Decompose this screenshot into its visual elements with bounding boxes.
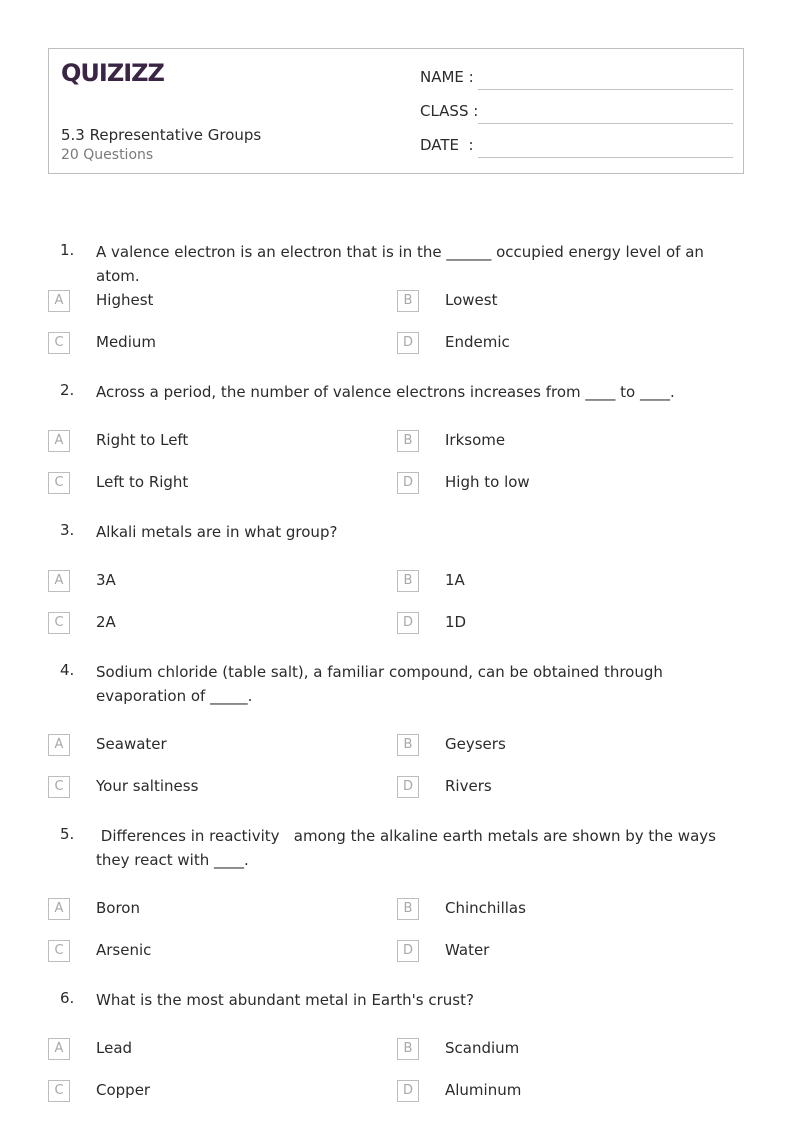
option-letter-box: A xyxy=(48,898,70,920)
date-field[interactable] xyxy=(478,157,733,158)
option-letter-box: B xyxy=(397,1038,419,1060)
option-letter-box: A xyxy=(48,570,70,592)
option-letter-box: A xyxy=(48,734,70,756)
option-text: Rivers xyxy=(445,777,492,795)
option-text: Right to Left xyxy=(96,431,189,449)
question-text: Differences in reactivity among the alkaline earth metals are shown by the ways they react with ____. xyxy=(96,827,721,869)
option-letter-box: C xyxy=(48,332,70,354)
option-letter-box: A xyxy=(48,290,70,312)
option-text: Endemic xyxy=(445,333,510,351)
question-number: 2. xyxy=(60,381,75,399)
option-text: Chinchillas xyxy=(445,899,526,917)
worksheet-title: 5.3 Representative Groups xyxy=(61,126,262,144)
option-text: 3A xyxy=(96,571,116,589)
question-text: Sodium chloride (table salt), a familiar compound, can be obtained through evaporation of _____. xyxy=(96,663,668,705)
question-text: A valence electron is an electron that is in the ______ occupied energy level of an atom. xyxy=(96,243,709,285)
option-letter-box: B xyxy=(397,290,419,312)
option-text: 1D xyxy=(445,613,467,631)
option-letter-box: C xyxy=(48,472,70,494)
option-text: Copper xyxy=(96,1081,151,1099)
option-text: Arsenic xyxy=(96,941,152,959)
option-text: Seawater xyxy=(96,735,167,753)
option-letter-box: C xyxy=(48,776,70,798)
question-text: What is the most abundant metal in Earth's crust? xyxy=(96,991,474,1009)
option-letter-box: D xyxy=(397,472,419,494)
question-text: Alkali metals are in what group? xyxy=(96,523,338,541)
question-number: 1. xyxy=(60,241,75,259)
option-text: Aluminum xyxy=(445,1081,522,1099)
class-field[interactable] xyxy=(478,123,733,124)
option-letter-box: B xyxy=(397,570,419,592)
option-text: 2A xyxy=(96,613,116,631)
date-label: DATE : xyxy=(420,136,474,154)
question-number: 6. xyxy=(60,989,75,1007)
option-text: Your saltiness xyxy=(96,777,199,795)
option-text: Water xyxy=(445,941,490,959)
question-number: 5. xyxy=(60,825,75,843)
question-number: 3. xyxy=(60,521,75,539)
option-text: Geysers xyxy=(445,735,506,753)
quizizz-logo: QUIZIZZ xyxy=(61,59,164,87)
option-text: High to low xyxy=(445,473,530,491)
option-letter-box: B xyxy=(397,734,419,756)
option-letter-box: D xyxy=(397,1080,419,1102)
option-text: Lowest xyxy=(445,291,498,309)
option-text: Scandium xyxy=(445,1039,520,1057)
name-label: NAME : xyxy=(420,68,474,86)
option-text: Irksome xyxy=(445,431,506,449)
option-text: Left to Right xyxy=(96,473,189,491)
question-number: 4. xyxy=(60,661,75,679)
option-letter-box: D xyxy=(397,776,419,798)
option-text: 1A xyxy=(445,571,465,589)
option-letter-box: B xyxy=(397,898,419,920)
option-letter-box: B xyxy=(397,430,419,452)
option-letter-box: C xyxy=(48,612,70,634)
question-count: 20 Questions xyxy=(61,147,154,163)
option-letter-box: C xyxy=(48,940,70,962)
option-letter-box: D xyxy=(397,940,419,962)
option-text: Medium xyxy=(96,333,156,351)
option-letter-box: D xyxy=(397,332,419,354)
option-text: Highest xyxy=(96,291,154,309)
option-letter-box: A xyxy=(48,430,70,452)
question-text: Across a period, the number of valence electrons increases from ____ to ____. xyxy=(96,383,675,401)
option-letter-box: A xyxy=(48,1038,70,1060)
class-label: CLASS : xyxy=(420,102,479,120)
worksheet-header xyxy=(48,48,744,174)
option-letter-box: D xyxy=(397,612,419,634)
option-text: Boron xyxy=(96,899,140,917)
option-text: Lead xyxy=(96,1039,133,1057)
name-field[interactable] xyxy=(478,89,733,90)
option-letter-box: C xyxy=(48,1080,70,1102)
